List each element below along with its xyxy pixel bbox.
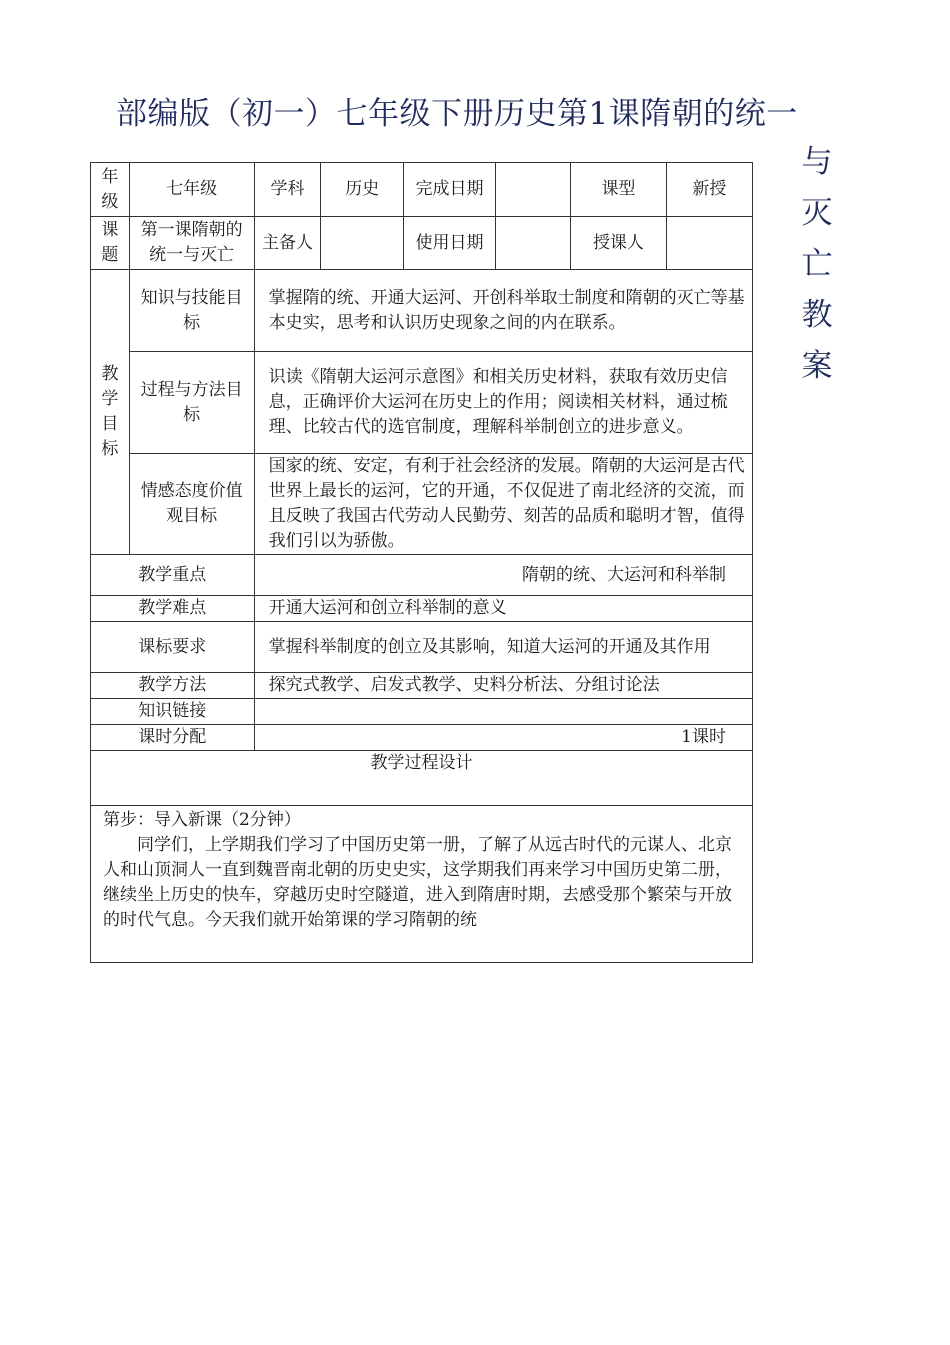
objectives-label-char: 标 [101, 439, 119, 459]
title-char: 案 [801, 348, 833, 384]
process-step [91, 806, 753, 963]
process-title: 教学过程设计 [91, 751, 753, 806]
preparer-label: 主备人 [254, 217, 321, 270]
hours-label: 课时分配 [91, 725, 255, 751]
type-value: 新授 [666, 163, 752, 217]
title-char: 亡 [801, 246, 833, 282]
key-point-label: 教学重点 [91, 555, 255, 596]
knowledge-goal-text: 掌握隋的统、开通大运河、开创科举取士制度和隋朝的灭亡等基本史实，思考和认识历史现象之间的内在联系。 [254, 270, 752, 352]
objectives-label-char: 教 [101, 364, 119, 384]
knowledge-goal-label: 知识与技能目标 [129, 270, 254, 352]
done-date-label: 完成日期 [404, 163, 495, 217]
difficulty-value: 开通大运河和创立科举制的意义 [254, 596, 752, 622]
use-date-value [495, 217, 570, 270]
objectives-label-char: 目 [101, 414, 119, 434]
link-label: 知识链接 [91, 699, 255, 725]
standard-value: 掌握科举制度的创立及其影响，知道大运河的开通及其作用 [254, 622, 752, 673]
key-point-value: 隋朝的统、大运河和科举制 [254, 555, 752, 596]
step-text: 同学们，上学期我们学习了中国历史第一册，了解了从远古时代的元谋人、北京人和山顶洞人一直到魏晋南北朝的历史史实，这学期我们再来学习中国历史第二册，继续坐上历史的快车，穿越历史时空隧道，进入到隋唐时期，去感受那个繁荣与开放的时代气息。今天我们就开始第课的学习隋朝的统 [103, 835, 732, 930]
subject-value: 历史 [321, 163, 404, 217]
grade-label: 年级 [91, 163, 130, 217]
title-char: 教 [801, 297, 833, 333]
lesson-plan [90, 162, 753, 959]
step-heading: 第步：导入新课（2分钟） [103, 810, 301, 830]
objectives-label-char: 学 [101, 389, 119, 409]
grade-value: 七年级 [129, 163, 254, 217]
title-char: 与 [801, 144, 833, 180]
objectives-group-label [91, 270, 130, 555]
preparer-value [321, 217, 404, 270]
method-label: 教学方法 [91, 673, 255, 699]
lesson-plan-table [90, 162, 753, 963]
title-char: 灭 [801, 195, 833, 231]
topic-label: 课题 [91, 217, 130, 270]
teacher-label: 授课人 [571, 217, 667, 270]
process-goal-label: 过程与方法目标 [129, 352, 254, 454]
hours-value: 1课时 [254, 725, 752, 751]
subject-label: 学科 [254, 163, 321, 217]
standard-label: 课标要求 [91, 622, 255, 673]
method-value: 探究式教学、启发式教学、史料分析法、分组讨论法 [254, 673, 752, 699]
link-value [254, 699, 752, 725]
values-goal-label: 情感态度价值观目标 [129, 454, 254, 555]
use-date-label: 使用日期 [404, 217, 495, 270]
document-title-continued [797, 137, 837, 392]
teacher-value [666, 217, 752, 270]
done-date-value [495, 163, 570, 217]
topic-value: 第一课隋朝的统一与灭亡 [129, 217, 254, 270]
values-goal-text: 国家的统、安定，有利于社会经济的发展。隋朝的大运河是古代世界上最长的运河，它的开通，不仅促进了南北经济的交流，而且反映了我国古代劳动人民勤劳、刻苦的品质和聪明才智，值得我们引以为骄傲。 [254, 454, 752, 555]
document-title: 部编版（初一）七年级下册历史第1课隋朝的统一 [116, 96, 798, 132]
process-goal-text: 识读《隋朝大运河示意图》和相关历史材料，获取有效历史信息，正确评价大运河在历史上的作用；阅读相关材料，通过梳理、比较古代的选官制度，理解科举制创立的进步意义。 [254, 352, 752, 454]
type-label: 课型 [571, 163, 667, 217]
difficulty-label: 教学难点 [91, 596, 255, 622]
